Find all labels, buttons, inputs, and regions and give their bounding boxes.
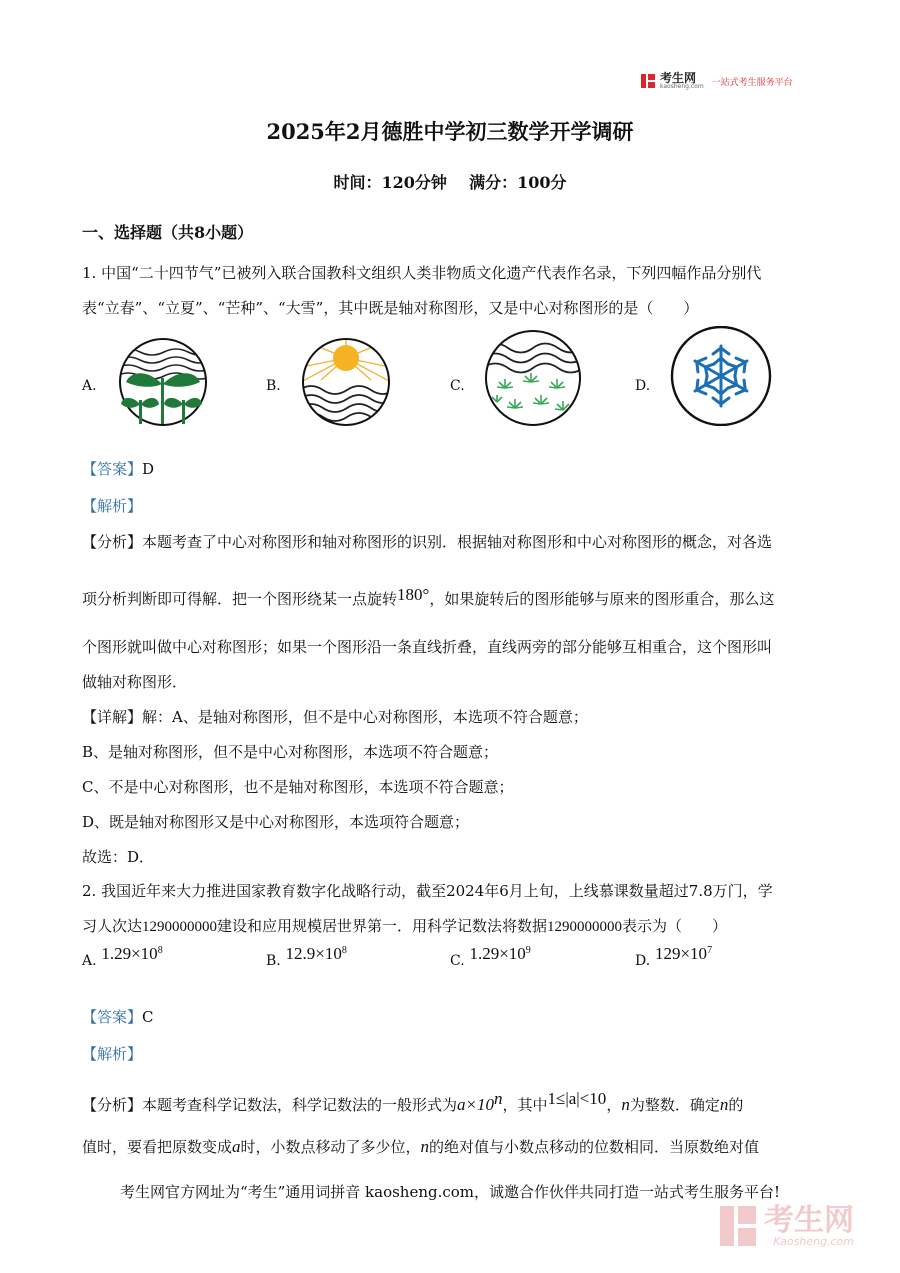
logo-mark-icon [640,73,656,89]
number-math: 1290000000 [142,919,218,935]
section-heading: 一、选择题（共8小题） [82,223,254,242]
stem-text: 习人次达 [82,917,143,935]
q1-option-a-label: A. [82,378,97,394]
q2-option-c [450,944,531,970]
option-label: D. [635,953,651,969]
q1-stem-line1: 1. 中国“二十四节气”已被列入联合国教科文组织人类非物质文化遗产代表作名录，下列四幅作品分别代 [82,264,762,282]
var-math: a [232,1137,241,1156]
option-exp: 9 [525,945,531,956]
answer-value: C [142,1008,154,1026]
q1-fenxi-line2 [82,585,775,609]
fenxi-text: 的绝对值与小数点移动的位数相同．当原数绝对值 [429,1138,760,1156]
q1-option-c-label: C. [450,378,465,394]
q1-detail-line3: C、不是中心对称图形，也不是轴对称图形，本选项不符合题意； [82,778,514,796]
stem-text: 建设和应用规模居世界第一．用科学记数法将数据 [217,917,548,935]
option-math: 129×10 [654,944,708,963]
logo-sub: kaosheng.com [660,83,704,90]
q1-fenxi-line3: 个图形就叫做中心对称图形；如果一个图形沿一条直线折叠，直线两旁的部分能够互相重合，这个图形叫 [82,638,773,656]
fenxi-text: 为整数．确定 [629,1096,720,1114]
watermark-text: 考生网 [764,1202,854,1238]
watermark-sub: Kaosheng.com [773,1234,854,1248]
q2-fenxi-line2 [82,1136,759,1157]
fenxi-text: 时，小数点移动了多少位， [240,1138,421,1156]
option-exp: 8 [157,945,163,956]
logo-slogan: 一站式考生服务平台 [711,77,793,88]
watermark-logo-icon [718,1204,758,1248]
q1-option-d-label: D. [635,378,651,394]
q2-stem-line1: 2. 我国近年来大力推进国家教育数字化战略行动，截至2024年6月上旬，上线慕课数量超过7.8万门，学 [82,882,773,900]
option-label: A. [82,953,97,969]
q1-answer [82,458,154,479]
option-label: B. [266,953,281,969]
q2-analysis-tag: 【解析】 [82,1045,143,1063]
site-logo [640,72,793,90]
q2-option-a [82,944,163,970]
logo-text: 考生网 [660,71,697,85]
number-math: 1290000000 [547,919,623,935]
fenxi-text: ， [606,1096,622,1114]
daxue-snowflake-icon [669,326,773,426]
q2-stem-line2 [82,915,727,936]
q1-choice: 故选：D． [82,848,155,866]
q2-option-d [635,944,713,970]
option-math: 1.29×10 [469,944,526,963]
lixia-sun-icon [299,338,393,426]
fenxi-text: ，其中 [502,1096,548,1114]
lichun-sprout-icon [116,338,210,426]
page-title: 2025年2月德胜中学初三数学开学调研 [266,119,634,144]
formula-math: a×10 [457,1095,495,1114]
angle-math: 180° [397,585,430,604]
q1-analysis-tag: 【解析】 [82,497,143,515]
formula-exp: n [494,1089,503,1108]
var-math: n [719,1095,729,1114]
detail-text: 解：A、是轴对称图形，但不是中心对称图形，本选项不符合题意； [142,708,588,726]
q2-fenxi-line1 [82,1089,743,1115]
watermark [718,1204,854,1248]
fenxi-text: ，如果旋转后的图形能够与原来的图形重合，那么这 [429,590,775,608]
fenxi-tag: 【分析】 [82,533,143,551]
q1-option-b-label: B. [266,378,281,394]
fenxi-tag: 【分析】 [82,1096,143,1114]
q1-detail-line4: D、既是轴对称图形又是中心对称图形，本选项符合题意； [82,813,470,831]
page-footer: 考生网官方网址为“考生”通用词拼音 kaosheng.com，诚邀合作伙伴共同打造一站式考生服务平台! [119,1183,781,1201]
option-math: 1.29×10 [101,944,158,963]
q1-detail-line1 [82,706,588,727]
option-exp: 8 [341,945,347,956]
exam-info: 时间：120分钟 满分：100分 [333,173,567,192]
q1-fenxi-line1 [82,531,772,552]
q1-detail-line2: B、是轴对称图形，但不是中心对称图形，本选项不符合题意； [82,743,499,761]
option-exp: 7 [707,945,713,956]
range-math: 1≤|a|<10 [547,1089,607,1108]
fenxi-text: 项分析判断即可得解．把一个图形绕某一点旋转 [82,590,398,608]
option-label: C. [450,953,465,969]
mangzhong-grass-icon [483,330,583,426]
fenxi-text: 的 [728,1096,744,1114]
option-math: 12.9×10 [285,944,342,963]
detail-tag: 【详解】 [82,708,143,726]
q2-option-b [266,944,347,970]
stem-text: 表示为（ ） [622,917,728,935]
q1-stem-line2: 表“立春”、“立夏”、“芒种”、“大雪”，其中既是轴对称图形，又是中心对称图形的是（ ） [82,299,699,317]
answer-tag: 【答案】 [82,460,143,478]
var-math: n [621,1095,630,1114]
fenxi-text: 值时，要看把原数变成 [82,1138,233,1156]
q2-answer [82,1006,154,1027]
answer-tag: 【答案】 [82,1008,143,1026]
answer-value: D [142,460,155,478]
var-math: n [420,1137,430,1156]
fenxi-text: 本题考查了中心对称图形和轴对称图形的识别．根据轴对称图形和中心对称图形的概念，对各选 [142,533,773,551]
fenxi-text: 本题考查科学记数法，科学记数法的一般形式为 [142,1096,458,1114]
q1-fenxi-line4: 做轴对称图形． [82,673,188,691]
